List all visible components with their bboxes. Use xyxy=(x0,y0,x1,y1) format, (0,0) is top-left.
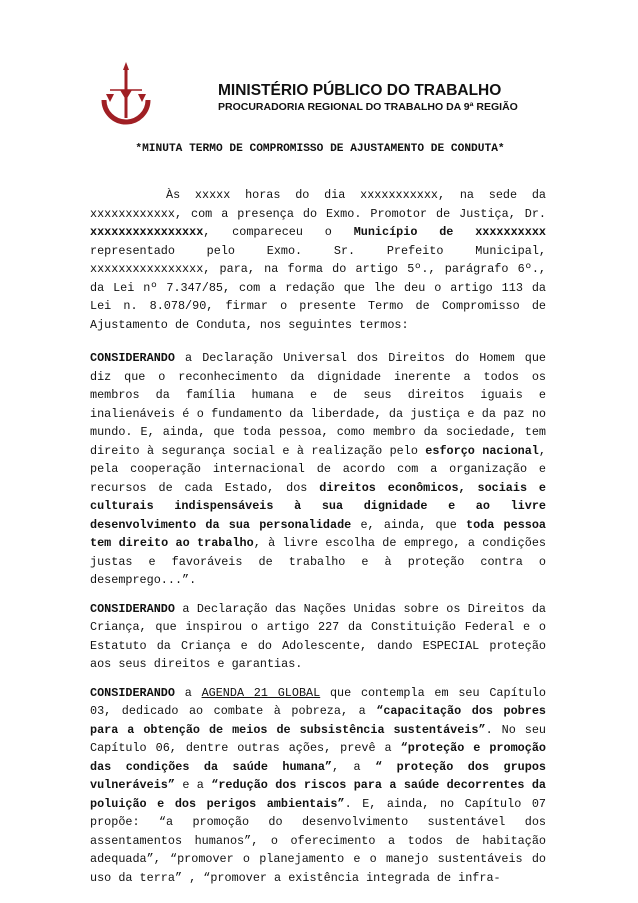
bold-phrase: “redução dos riscos para a saúde decorrentes da poluição e dos perigos ambientais” xyxy=(90,778,546,811)
paragraph-text: a Declaração Universal dos Direitos do Homem que diz que o reconhecimento da dignidade inerente a todos os membros da família humana e de seus direitos iguais e inalienáveis é o fundamento da liberdade, da justiça e da paz no mundo. E, ainda, que toda pessoa, como membro da sociedade, tem direito à segurança social e à realização pelo xyxy=(90,351,546,458)
intro-paragraph xyxy=(90,186,546,334)
intro-text-1: Às xxxxx horas do dia xxxxxxxxxxx, na sede da xxxxxxxxxxxx, com a presença do Exmo. Promotor de Justiça, Dr. xyxy=(90,188,546,221)
paragraph-text: e, ainda, que xyxy=(351,517,466,532)
paragraph-text: , a xyxy=(331,759,376,774)
paragraph-text: . No seu Capítulo 06, dentre outras ações, prevê a xyxy=(90,722,546,755)
promotor-name: xxxxxxxxxxxxxxxx xyxy=(90,225,204,239)
bold-phrase: toda pessoa tem direito ao trabalho xyxy=(90,517,547,550)
paragraph-text: , à livre escolha de emprego, a condições justas e favoráveis de trabalho e à proteção contra o desemprego...”. xyxy=(90,536,546,587)
intro-text-3: representado pelo Exmo. Sr. Prefeito Municipal, xxxxxxxxxxxxxxxx, para, na forma do artigo 5º., parágrafo 6º., da Lei nº 7.347/85, com a redação que lhe deu o artigo 113 da Lei n. 8.078/90, firmar o presente Termo de Compromisso de Ajustamento de Conduta, nos seguintes termos: xyxy=(90,243,546,332)
paragraph-text: e a xyxy=(174,778,212,792)
paragraph-text: . E, ainda, no Capítulo 07 propõe: “a promoção do desenvolvimento sustentável dos assentamentos humanos”, o oferecimento a todos de habitação adequada”, “promover o planejamento e o manejo sustentáveis do uso da terra” , “promover a existência integrada de infra- xyxy=(90,796,546,885)
mpt-emblem-icon xyxy=(96,60,156,130)
paragraph-text: a Declaração das Nações Unidas sobre os Direitos da Criança, que inspirou o artigo 227 da Constituição Federal e o Estatuto da Criança e do Adolescente, dando ESPECIAL proteção aos seus direitos e garantias. xyxy=(90,601,546,671)
intro-text-2: , compareceu o xyxy=(203,225,354,239)
considerando-keyword: CONSIDERANDO xyxy=(90,685,175,700)
bold-phrase: “ proteção dos grupos vulneráveis” xyxy=(90,759,546,792)
considerando-keyword: CONSIDERANDO xyxy=(90,351,175,365)
bold-phrase: “proteção e promoção das condições da saúde humana” xyxy=(90,741,546,774)
considerando-paragraph-2 xyxy=(90,600,546,674)
paragraph-text: a xyxy=(174,685,202,700)
document-body xyxy=(90,186,546,897)
bold-phrase: “capacitação dos pobres para a obtenção de meios de subsistência sustentáveis” xyxy=(90,704,546,737)
municipio-name: Município de xxxxxxxxxx xyxy=(353,225,546,239)
considerando-keyword: CONSIDERANDO xyxy=(90,601,175,616)
document-title: *MINUTA TERMO DE COMPROMISSO DE AJUSTAMENTO DE CONDUTA* xyxy=(135,143,505,155)
considerando-paragraph-3 xyxy=(90,684,546,888)
org-subtitle: PROCURADORIA REGIONAL DO TRABALHO DA 9ª REGIÃO xyxy=(218,101,518,113)
agenda-21-reference: AGENDA 21 GLOBAL xyxy=(201,685,321,700)
paragraph-text: , pela cooperação internacional de acordo com a organização e recursos de cada Estado, dos xyxy=(90,443,546,495)
bold-phrase: direitos econômicos, sociais e culturais indispensáveis à sua dignidade e ao livre desenvolvimento da sua personalidade xyxy=(90,480,546,532)
considerando-paragraph-1 xyxy=(90,349,546,590)
org-title: MINISTÉRIO PÚBLICO DO TRABALHO xyxy=(218,82,502,99)
bold-phrase: esforço nacional xyxy=(425,443,539,458)
paragraph-text: que contempla em seu Capítulo 03, dedicado ao combate à pobreza, a xyxy=(90,685,546,718)
